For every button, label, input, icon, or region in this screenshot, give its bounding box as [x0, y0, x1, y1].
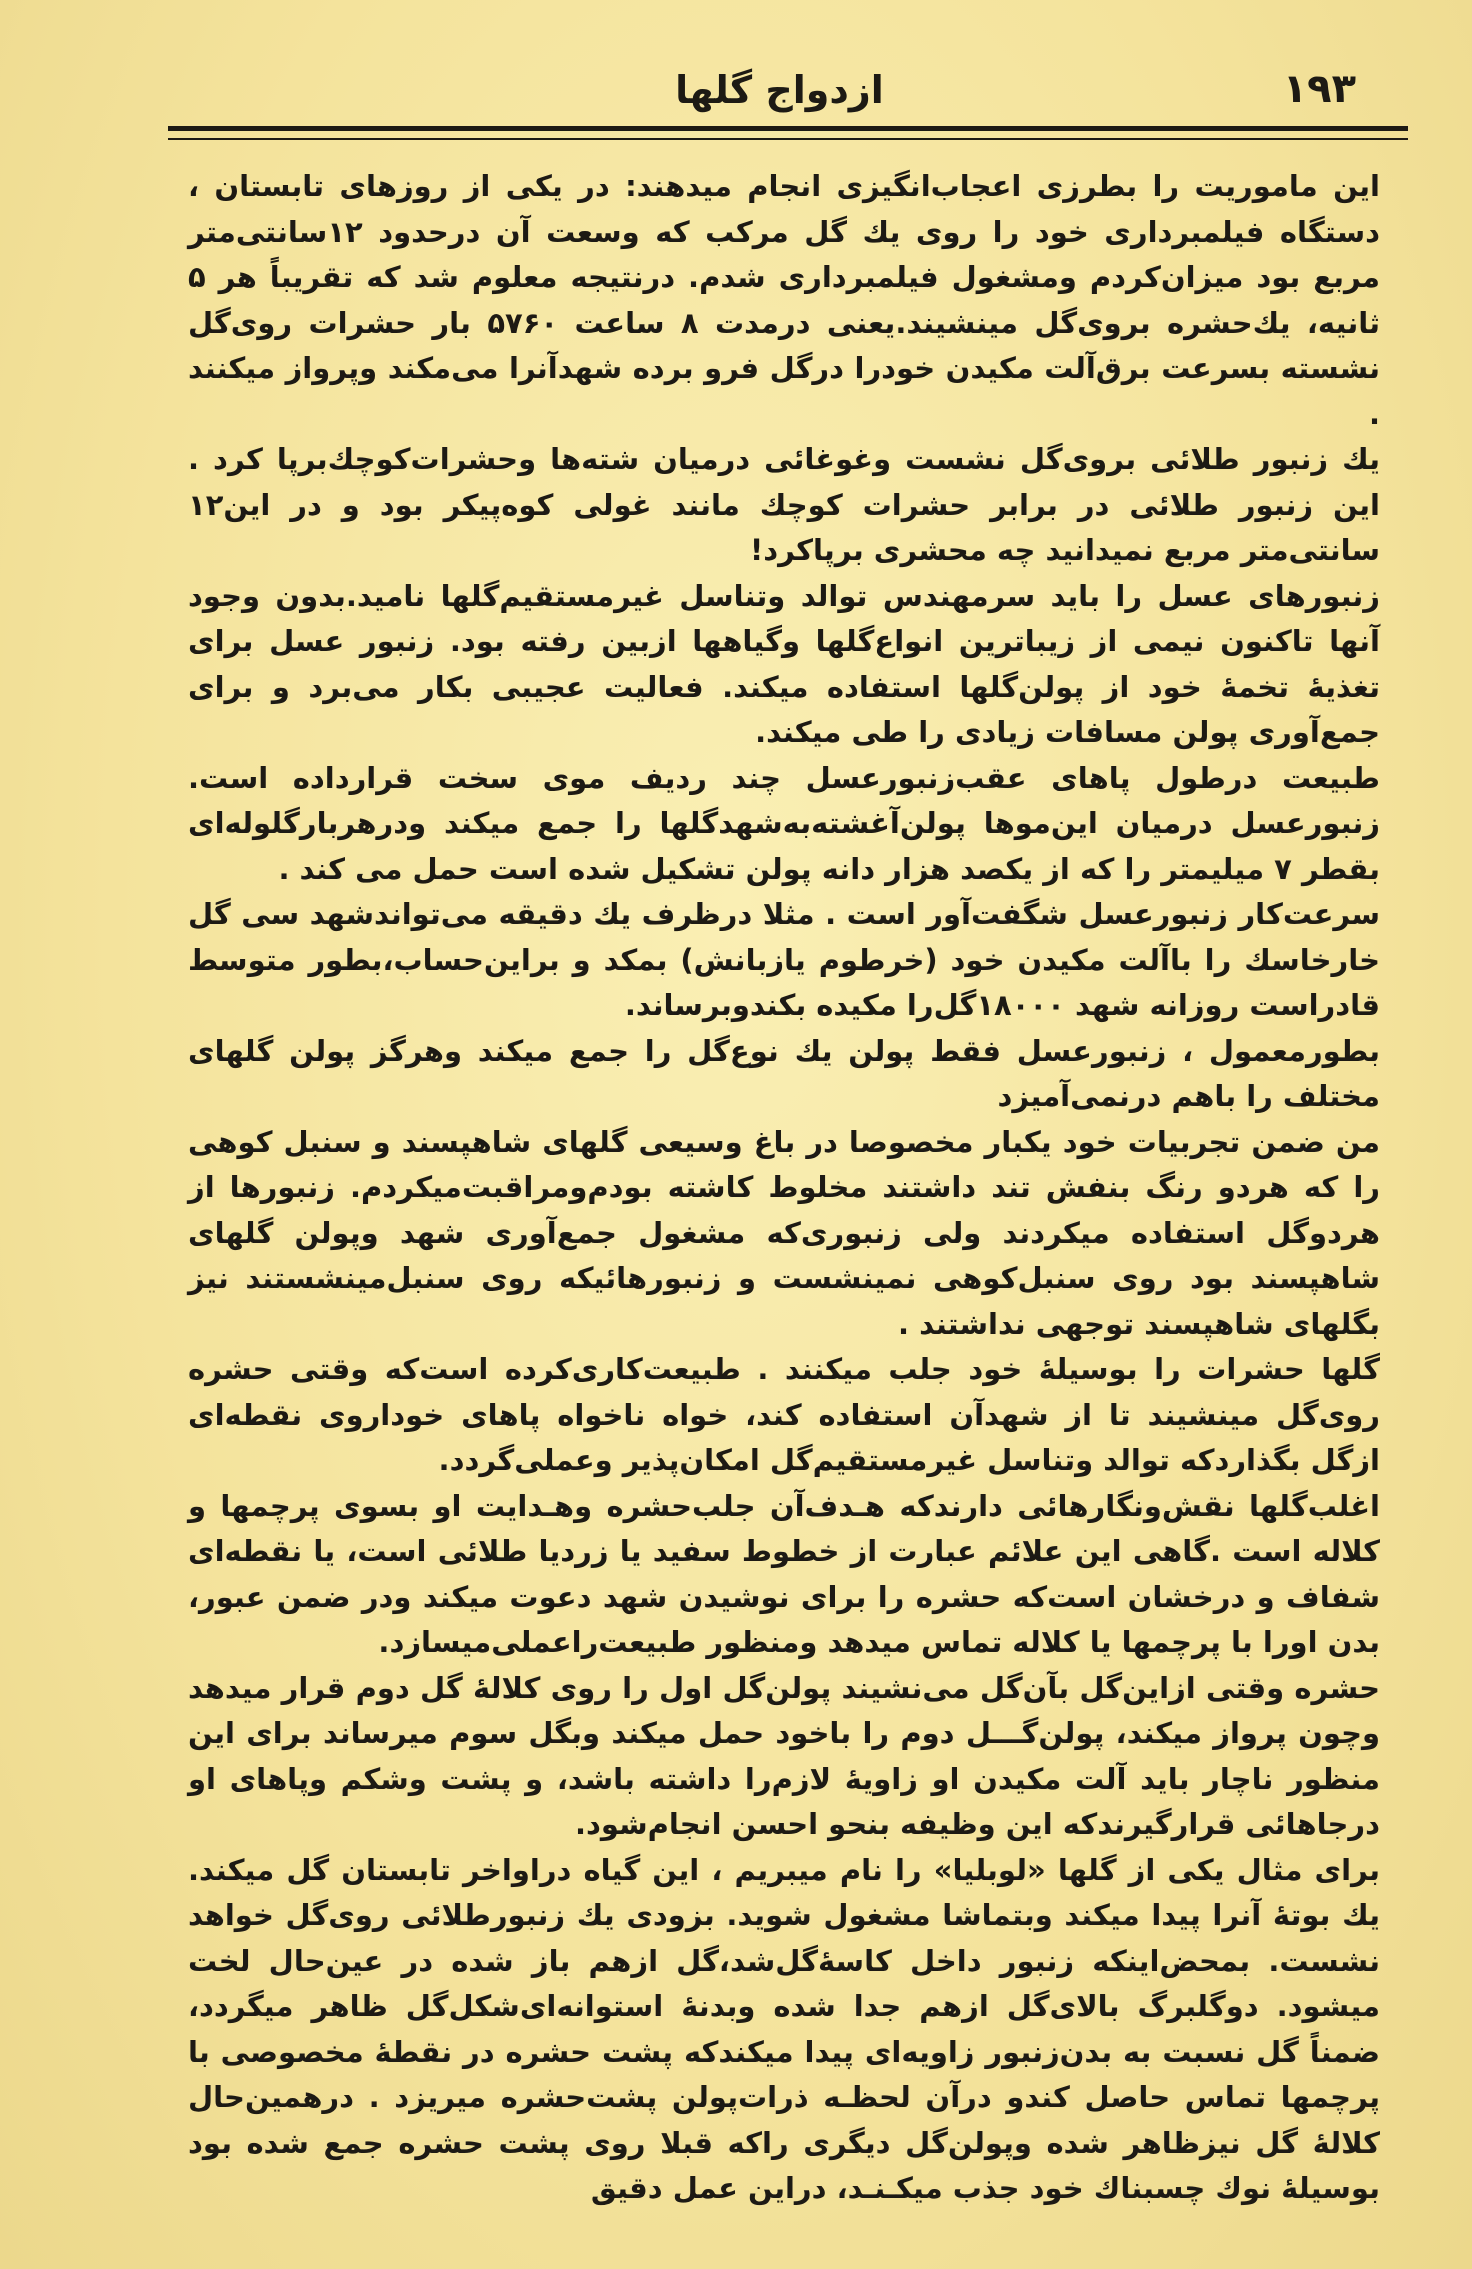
running-title: ازدواج گلها — [675, 68, 884, 112]
paragraph-11: برای مثال یکی از گلها «لوبلیا» را نام میبریم ، این گیاه دراواخر تابستان گل میکند. یك بوتهٔ آنرا پیدا میکند وبتماشا مشغول شوید. بزودی یك زنبورطلائی روی‌گل خواهد نشست. بمحض‌اینکه زنبور داخل کاسهٔ‌گل‌شد،گل ازهم باز شده در عین‌حال لخت میشود. دوگلبرگ بالای‌گل ازهم جدا شده وبدنهٔ استوانه‌ای‌شکل‌گل ظاهر میگردد، ضمناً گل نسبت به بدن‌زنبور زاویه‌ای پیدا میکندکه پشت حشره در نقطهٔ مخصوصی با پرچمها تماس حاصل کندو درآن لحظـه ذرات‌پولن پشت‌حشره میریزد . درهمین‌حال کلالهٔ گل نیزظاهر شده وپولن‌گل دیگری راکه قبلا روی پشت حشره جمع شده بود بوسیلهٔ نوك چسبناك خود جذب میکـنـد، دراین عمل دقیق — [188, 1852, 1380, 2205]
paragraph-2: یك زنبور طلائی بروی‌گل نشست وغوغائی درمیان شته‌ها وحشرات‌کوچك‌برپا کرد . این زنبور طلائی در برابر حشرات کوچك مانند غولی کوه‌پیکر بود و در این۱۲ سانتی‌متر مربع نمیدانید چه محشری برپاکرد! — [188, 442, 1380, 567]
header-rule-thin — [168, 138, 1408, 140]
paragraph-10: حشره وقتی ازاین‌گل بآن‌گل می‌نشیند پولن‌گل اول را روی کلالهٔ گل دوم قرار میدهد وچون پرواز میکند، پولن‌گـــل دوم را باخود حمل میکند وبگل سوم میرساند برای این منظور ناچار باید آلت مکیدن او زاویهٔ لازم‌را داشته باشد، و پشت وشکم وپاهای او درجاهائی قرارگیرندکه این وظیفه بنحو احسن انجام‌شود. — [188, 1670, 1380, 1841]
paragraph-7: من ضمن تجربیات خود یکبار مخصوصا در باغ وسیعی گلهای شاهپسند و سنبل کوهی را که هردو رنگ بنفش تند داشتند مخلوط کاشته بودم‌ومراقبت‌میکردم. زنبورها از هردوگل استفاده میکردند ولی زنبوری‌که مشغول جمع‌آوری شهد وپولن گلهای شاهپسند بود روی سنبل‌کوهی نمینشست و زنبورهائیکه روی سنبل‌مینشستند نیز بگلهای شاهپسند توجهی نداشتند . — [188, 1124, 1380, 1341]
paragraph-6: بطورمعمول ، زنبورعسل فقط پولن یك نوع‌گل را جمع میکند وهرگز پولن گلهای مختلف را باهم درنمی‌آمیزد — [188, 1033, 1380, 1113]
page-number: ۱۹۳ — [1282, 66, 1356, 112]
paragraph-4: طبیعت درطول پاهای عقب‌زنبورعسل چند ردیف موی سخت قرارداده است. زنبورعسل درمیان این‌موها پولن‌آغشته‌به‌شهدگلها را جمع میکند ودرهربارگلوله‌ای بقطر ۷ میلیمتر را که از یکصد هزار دانه پولن تشکیل شده است حمل می کند . — [188, 760, 1380, 886]
paragraph-5: سرعت‌کار زنبورعسل شگفت‌آور است . مثلا درظرف یك دقیقه می‌تواندشهد سی گل خارخاسك را باآلت مکیدن خود (خرطوم یازبانش) بمکد و براین‌حساب،بطور متوسط قادراست روزانه شهد ۱۸۰۰۰گل‌را مکیده بکندوبرساند. — [188, 897, 1380, 1022]
paragraph-1: این ماموریت را بطرزی اعجاب‌انگیزی انجام میدهند: در یکی از روزهای تابستان ، دستگاه فیلمبرداری خود را روی یك گل مرکب که وسعت آن درحدود ۱۲سانتی‌متر مربع بود میزان‌کردم ومشغول فیلمبرداری شدم. درنتیجه معلوم شد که تقریباً هر ۵ ثانیه، یك‌حشره بروی‌گل مینشیند.یعنی درمدت ۸ ساعت ۵۷۶۰ بار حشرات روی‌گل نشسته بسرعت برق‌آلت مکیدن خودرا درگل فرو برده شهدآنرا می‌مکند وپرواز میکنند . — [188, 169, 1381, 431]
paragraph-8: گلها حشرات را بوسیلهٔ خود جلب میکنند . طبیعت‌کاری‌کرده است‌که وقتی حشره روی‌گل مینشیند تا از شهدآن استفاده کند، خواه ناخواه پاهای خوداروی نقطه‌ای ازگل بگذاردکه توالد وتناسل غیرمستقیم‌گل امکان‌پذیر وعملی‌گردد. — [188, 1352, 1380, 1477]
paragraph-3: زنبورهای عسل را باید سرمهندس توالد وتناسل غیرمستقیم‌گلها نامید.بدون وجود آنها تاکنون نیمی از زیباترین انواع‌گلها وگیاهها ازبین رفته بود. زنبور عسل برای تغذیهٔ تخمهٔ خود از پولن‌گلها استفاده میکند. فعالیت عجیبی بکار می‌برد و برای جمع‌آوری پولن مسافات زیادی را طی میکند. — [188, 578, 1380, 749]
page-header — [185, 60, 1374, 120]
body-text — [188, 164, 1380, 2212]
header-rule-thick — [168, 126, 1408, 131]
paragraph-9: اغلب‌گلها نقش‌ونگارهائی دارندکه هـدف‌آن جلب‌حشره وهـدایت او بسوی پرچمها و کلاله است .گاهی این علائم عبارت از خطوط سفید یا زردیا طلائی است، یا نقطه‌ای شفاف و درخشان است‌که حشره را برای نوشیدن شهد دعوت میکند ودر ضمن عبور، بدن اورا با پرچمها یا کلاله تماس میدهد ومنظور طبیعت‌راعملی‌میسازد. — [188, 1488, 1380, 1659]
